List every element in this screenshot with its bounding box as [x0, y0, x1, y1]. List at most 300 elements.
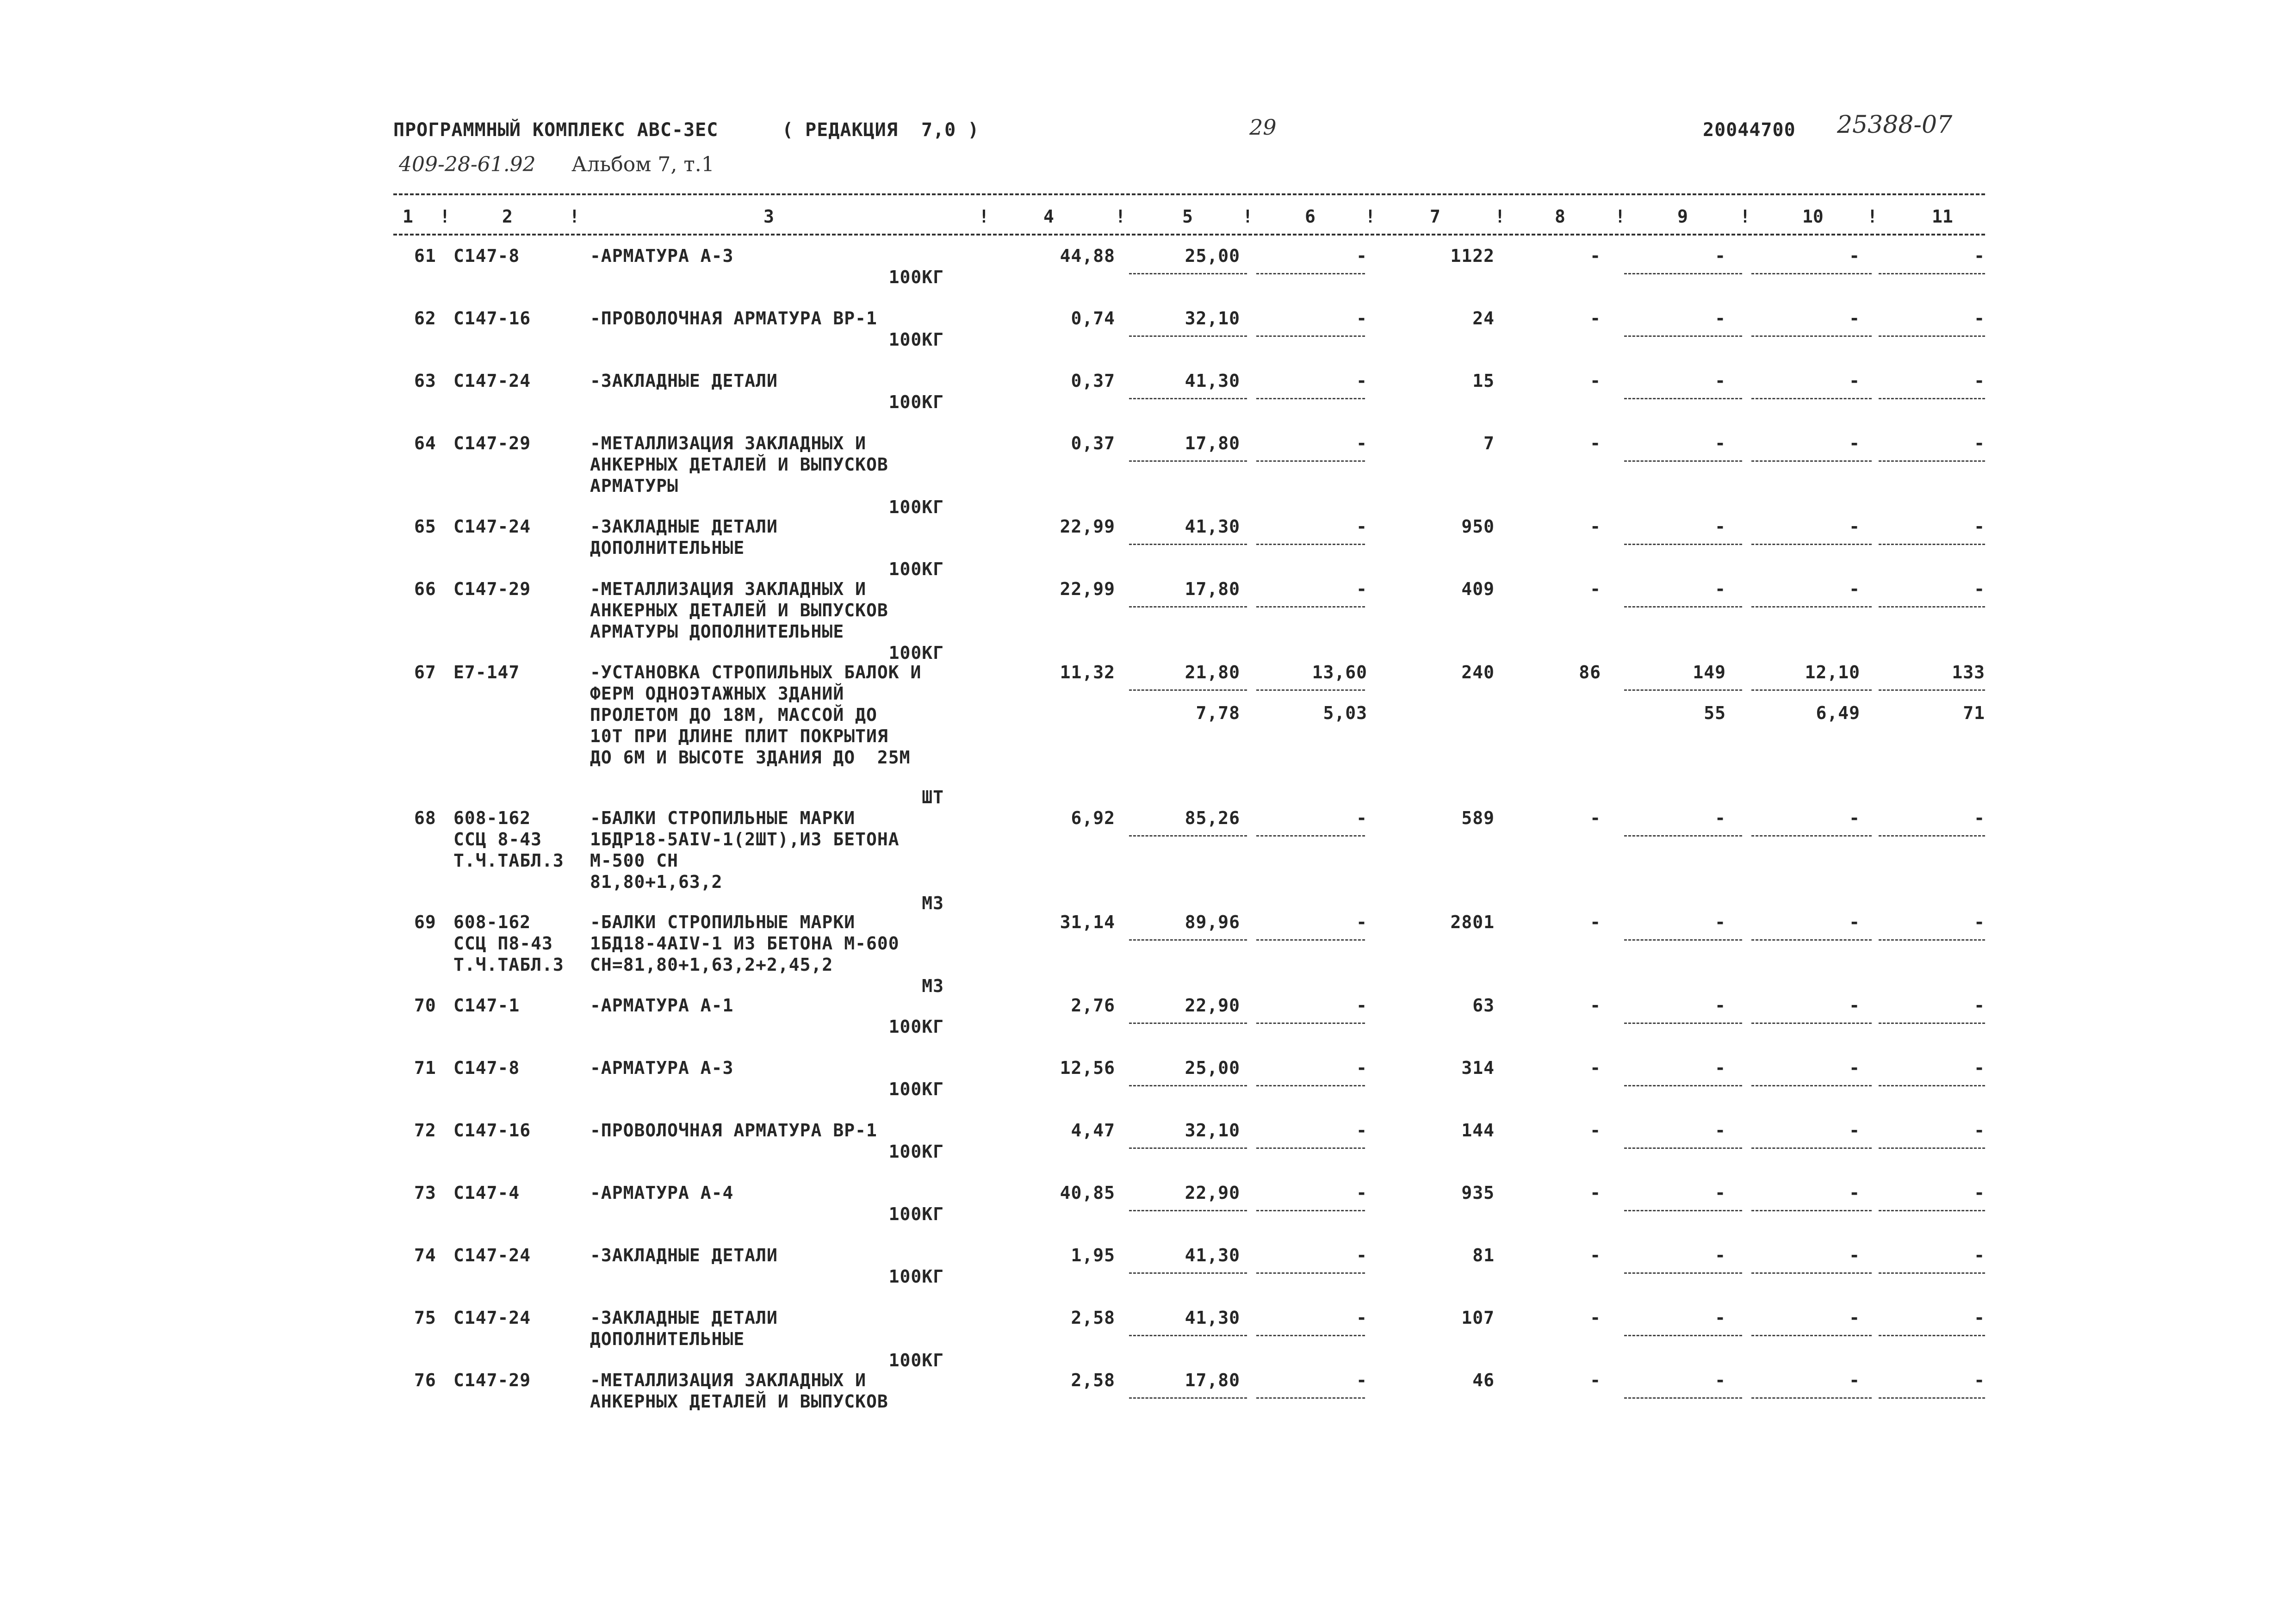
norm-code: С147-29	[453, 1370, 531, 1390]
unit-of-measure: 100КГ	[888, 1079, 944, 1099]
wages-cell: -	[1590, 308, 1601, 329]
wages-cell: -	[1590, 1058, 1601, 1078]
machine-cost-cell: -	[1356, 912, 1367, 932]
machine-cost-cell: -	[1356, 1308, 1367, 1328]
row-number: 66	[414, 579, 436, 599]
machine-cost-cell: -	[1356, 808, 1367, 828]
cell-rule	[1256, 689, 1365, 691]
cell-rule	[1624, 335, 1742, 337]
norm-code: ССЦ 8-43	[453, 829, 542, 849]
cell-rule	[1129, 273, 1247, 274]
cell-rule	[1624, 1335, 1742, 1336]
cell-rule	[1879, 1272, 1985, 1274]
labor-total-sub-cell: 71	[1963, 703, 1985, 723]
cell-rule	[1256, 1147, 1365, 1149]
labor-rate-cell: -	[1849, 1245, 1860, 1265]
norm-code: 608-162	[453, 808, 531, 828]
unit-of-measure: 100КГ	[888, 1141, 944, 1162]
column-header-8: 8	[1555, 206, 1565, 227]
labor-total-cell: -	[1974, 308, 1985, 329]
labor-rate-cell: -	[1849, 371, 1860, 391]
work-description: -ЗАКЛАДНЫЕ ДЕТАЛИ	[590, 516, 778, 537]
wages-cell: 86	[1579, 662, 1601, 682]
work-description: ФЕРМ ОДНОЭТАЖНЫХ ЗДАНИЙ	[590, 683, 844, 704]
machine-cost-cell: -	[1356, 1120, 1367, 1141]
machine-cost-cell: -	[1356, 246, 1367, 266]
labor-total-cell: -	[1974, 912, 1985, 932]
cell-rule	[1129, 939, 1247, 941]
column-header-7: 7	[1430, 206, 1440, 227]
work-description: АРМАТУРЫ ДОПОЛНИТЕЛЬНЫЕ	[590, 621, 844, 642]
wages-cell: -	[1590, 1245, 1601, 1265]
unit-of-measure: 100КГ	[888, 329, 944, 350]
cell-rule	[1624, 835, 1742, 837]
labor-cell: -	[1715, 1058, 1726, 1078]
work-description: -ЗАКЛАДНЫЕ ДЕТАЛИ	[590, 371, 778, 391]
wages-cell: -	[1590, 516, 1601, 537]
cell-rule	[1256, 1272, 1365, 1274]
document-number: 25388-07	[1837, 111, 1953, 139]
column-separator: !	[1867, 206, 1878, 227]
labor-cell: -	[1715, 246, 1726, 266]
cell-rule	[1624, 398, 1742, 399]
norm-code: Т.Ч.ТАБЛ.3	[453, 850, 564, 871]
unit-cost-cell: 32,10	[1185, 1120, 1240, 1141]
unit-cost-wages-cell: 7,78	[1196, 703, 1240, 723]
row-number: 72	[414, 1120, 436, 1141]
unit-cost-cell: 17,80	[1185, 579, 1240, 599]
total-cost-cell: 107	[1461, 1308, 1495, 1328]
work-description: -АРМАТУРА А-1	[590, 995, 734, 1016]
total-cost-cell: 240	[1461, 662, 1495, 682]
cell-rule	[1879, 1210, 1985, 1211]
album-label: Альбом 7, т.1	[571, 153, 714, 176]
total-cost-cell: 950	[1461, 516, 1495, 537]
cell-rule	[1624, 273, 1742, 274]
norm-code: С147-8	[453, 1058, 520, 1078]
cell-rule	[1751, 1147, 1872, 1149]
wages-cell: -	[1590, 912, 1601, 932]
wages-cell: -	[1590, 433, 1601, 453]
wages-cell: -	[1590, 1370, 1601, 1390]
norm-code: С147-4	[453, 1183, 520, 1203]
total-cost-cell: 409	[1461, 579, 1495, 599]
labor-cell: -	[1715, 371, 1726, 391]
wages-cell: -	[1590, 371, 1601, 391]
row-number: 63	[414, 371, 436, 391]
quantity-cell: 40,85	[1060, 1183, 1115, 1203]
cell-rule	[1624, 606, 1742, 608]
labor-total-cell: -	[1974, 371, 1985, 391]
total-cost-cell: 24	[1472, 308, 1495, 329]
norm-code: 608-162	[453, 912, 531, 932]
unit-of-measure: 100КГ	[888, 1350, 944, 1370]
wages-cell: -	[1590, 1120, 1601, 1141]
unit-cost-cell: 41,30	[1185, 371, 1240, 391]
cell-rule	[1256, 1210, 1365, 1211]
cell-rule	[1879, 939, 1985, 941]
unit-of-measure: 100КГ	[888, 1266, 944, 1287]
unit-of-measure: 100КГ	[888, 497, 944, 517]
labor-rate-cell: -	[1849, 516, 1860, 537]
norm-code: С147-16	[453, 1120, 531, 1141]
labor-total-cell: -	[1974, 1370, 1985, 1390]
labor-total-cell: -	[1974, 516, 1985, 537]
cell-rule	[1751, 1335, 1872, 1336]
cell-rule	[1256, 1085, 1365, 1086]
cell-rule	[1256, 606, 1365, 608]
labor-total-cell: -	[1974, 433, 1985, 453]
cell-rule	[1751, 939, 1872, 941]
norm-code: С147-24	[453, 1308, 531, 1328]
quantity-cell: 44,88	[1060, 246, 1115, 266]
column-separator: !	[1615, 206, 1626, 227]
labor-cell: -	[1715, 579, 1726, 599]
machine-cost-cell: -	[1356, 516, 1367, 537]
quantity-cell: 2,58	[1071, 1308, 1115, 1328]
work-description: 1БД18-4АIV-1 ИЗ БЕТОНА М-600	[590, 933, 900, 954]
row-number: 74	[414, 1245, 436, 1265]
wages-cell: -	[1590, 246, 1601, 266]
unit-of-measure: 100КГ	[888, 643, 944, 663]
cell-rule	[1879, 1147, 1985, 1149]
labor-rate-cell: -	[1849, 912, 1860, 932]
header-top-rule	[393, 193, 1985, 195]
total-cost-cell: 935	[1461, 1183, 1495, 1203]
cell-rule	[1256, 1023, 1365, 1024]
work-description: ДОПОЛНИТЕЛЬНЫЕ	[590, 1329, 745, 1349]
unit-cost-cell: 17,80	[1185, 1370, 1240, 1390]
column-separator: !	[1365, 206, 1376, 227]
labor-total-cell: -	[1974, 808, 1985, 828]
cell-rule	[1624, 544, 1742, 545]
labor-total-cell: -	[1974, 246, 1985, 266]
cell-rule	[1129, 1397, 1247, 1399]
total-cost-cell: 15	[1472, 371, 1495, 391]
unit-of-measure: М3	[922, 893, 944, 913]
cell-rule	[1256, 544, 1365, 545]
labor-rate-cell: -	[1849, 433, 1860, 453]
total-cost-cell: 81	[1472, 1245, 1495, 1265]
column-separator: !	[979, 206, 989, 227]
norm-code: С147-29	[453, 579, 531, 599]
program-name: ПРОГРАММНЫЙ КОМПЛЕКС АВС-ЗЕС	[393, 119, 719, 141]
quantity-cell: 31,14	[1060, 912, 1115, 932]
cell-rule	[1751, 1272, 1872, 1274]
cell-rule	[1879, 398, 1985, 399]
work-description: -ЗАКЛАДНЫЕ ДЕТАЛИ	[590, 1308, 778, 1328]
total-cost-cell: 589	[1461, 808, 1495, 828]
cell-rule	[1129, 460, 1247, 462]
unit-cost-cell: 32,10	[1185, 308, 1240, 329]
cell-rule	[1256, 1335, 1365, 1336]
labor-sub-cell: 55	[1704, 703, 1726, 723]
cell-rule	[1751, 335, 1872, 337]
labor-total-cell: -	[1974, 1120, 1985, 1141]
norm-code: Т.Ч.ТАБЛ.3	[453, 955, 564, 975]
quantity-cell: 6,92	[1071, 808, 1115, 828]
edition-label: ( РЕДАКЦИЯ 7,0 )	[782, 119, 980, 141]
norm-code: С147-16	[453, 308, 531, 329]
row-number: 67	[414, 662, 436, 682]
work-description: -МЕТАЛЛИЗАЦИЯ ЗАКЛАДНЫХ И	[590, 1370, 866, 1390]
row-number: 73	[414, 1183, 436, 1203]
cell-rule	[1624, 1272, 1742, 1274]
program-code: 20044700	[1703, 119, 1796, 141]
labor-rate-cell: -	[1849, 1120, 1860, 1141]
cell-rule	[1256, 273, 1365, 274]
row-number: 76	[414, 1370, 436, 1390]
labor-total-cell: -	[1974, 1183, 1985, 1203]
work-description: -АРМАТУРА А-3	[590, 1058, 734, 1078]
labor-cell: -	[1715, 808, 1726, 828]
labor-cell: -	[1715, 1370, 1726, 1390]
cell-rule	[1751, 273, 1872, 274]
column-header-3: 3	[763, 206, 774, 227]
labor-cell: -	[1715, 1245, 1726, 1265]
work-description: ДО 6М И ВЫСОТЕ ЗДАНИЯ ДО 25М	[590, 747, 911, 768]
labor-cell: -	[1715, 1308, 1726, 1328]
cell-rule	[1879, 606, 1985, 608]
quantity-cell: 11,32	[1060, 662, 1115, 682]
unit-of-measure: 100КГ	[888, 267, 944, 287]
cell-rule	[1624, 939, 1742, 941]
page-number: 29	[1249, 115, 1277, 140]
labor-rate-cell: -	[1849, 995, 1860, 1016]
machine-cost-cell: 13,60	[1312, 662, 1367, 682]
quantity-cell: 0,74	[1071, 308, 1115, 329]
labor-cell: -	[1715, 516, 1726, 537]
wages-cell: -	[1590, 808, 1601, 828]
total-cost-cell: 7	[1483, 433, 1495, 453]
cell-rule	[1751, 460, 1872, 462]
quantity-cell: 22,99	[1060, 579, 1115, 599]
cell-rule	[1256, 1397, 1365, 1399]
unit-cost-cell: 41,30	[1185, 1245, 1240, 1265]
labor-total-cell: -	[1974, 995, 1985, 1016]
work-description: -МЕТАЛЛИЗАЦИЯ ЗАКЛАДНЫХ И	[590, 579, 866, 599]
norm-code: ССЦ П8-43	[453, 933, 553, 954]
unit-of-measure: М3	[922, 976, 944, 996]
column-separator: !	[1242, 206, 1253, 227]
quantity-cell: 2,58	[1071, 1370, 1115, 1390]
cell-rule	[1129, 689, 1247, 691]
machine-cost-cell: -	[1356, 308, 1367, 329]
column-header-5: 5	[1182, 206, 1193, 227]
column-separator: !	[1115, 206, 1126, 227]
machine-cost-cell: -	[1356, 371, 1367, 391]
unit-cost-cell: 25,00	[1185, 246, 1240, 266]
total-cost-cell: 2801	[1450, 912, 1495, 932]
labor-cell: -	[1715, 433, 1726, 453]
unit-of-measure: 100КГ	[888, 1204, 944, 1224]
cell-rule	[1879, 835, 1985, 837]
labor-total-cell: -	[1974, 1308, 1985, 1328]
labor-cell: -	[1715, 912, 1726, 932]
machine-cost-cell: -	[1356, 433, 1367, 453]
row-number: 70	[414, 995, 436, 1016]
unit-cost-cell: 85,26	[1185, 808, 1240, 828]
cell-rule	[1751, 1023, 1872, 1024]
labor-rate-cell: -	[1849, 308, 1860, 329]
wages-cell: -	[1590, 995, 1601, 1016]
cell-rule	[1256, 835, 1365, 837]
cell-rule	[1624, 689, 1742, 691]
machine-wages-cell: 5,03	[1323, 703, 1367, 723]
cell-rule	[1129, 1335, 1247, 1336]
labor-rate-sub-cell: 6,49	[1816, 703, 1860, 723]
machine-cost-cell: -	[1356, 579, 1367, 599]
norm-code: С147-24	[453, 516, 531, 537]
labor-total-cell: -	[1974, 1245, 1985, 1265]
cell-rule	[1879, 1397, 1985, 1399]
machine-cost-cell: -	[1356, 1058, 1367, 1078]
album-code: 409-28-61.92	[399, 153, 536, 176]
column-header-11: 11	[1932, 206, 1953, 227]
cell-rule	[1129, 835, 1247, 837]
labor-rate-cell: -	[1849, 808, 1860, 828]
column-header-2: 2	[502, 206, 513, 227]
quantity-cell: 0,37	[1071, 433, 1115, 453]
column-separator: !	[1740, 206, 1750, 227]
labor-cell: -	[1715, 1183, 1726, 1203]
unit-cost-cell: 25,00	[1185, 1058, 1240, 1078]
labor-total-cell: -	[1974, 579, 1985, 599]
cell-rule	[1624, 1085, 1742, 1086]
row-number: 75	[414, 1308, 436, 1328]
work-description: 1БДР18-5АIV-1(2ШТ),ИЗ БЕТОНА	[590, 829, 900, 849]
total-cost-cell: 46	[1472, 1370, 1495, 1390]
labor-rate-cell: -	[1849, 1308, 1860, 1328]
quantity-cell: 1,95	[1071, 1245, 1115, 1265]
norm-code: С147-24	[453, 371, 531, 391]
cell-rule	[1129, 1147, 1247, 1149]
work-description: 10Т ПРИ ДЛИНЕ ПЛИТ ПОКРЫТИЯ	[590, 726, 888, 746]
work-description: -БАЛКИ СТРОПИЛЬНЫЕ МАРКИ	[590, 808, 856, 828]
cell-rule	[1129, 1210, 1247, 1211]
row-number: 68	[414, 808, 436, 828]
work-description: -АРМАТУРА А-3	[590, 246, 734, 266]
cell-rule	[1879, 1335, 1985, 1336]
column-separator: !	[440, 206, 450, 227]
cell-rule	[1751, 544, 1872, 545]
machine-cost-cell: -	[1356, 1183, 1367, 1203]
cell-rule	[1879, 335, 1985, 337]
labor-rate-cell: -	[1849, 579, 1860, 599]
labor-cell: -	[1715, 995, 1726, 1016]
cell-rule	[1129, 606, 1247, 608]
unit-of-measure: 100КГ	[888, 392, 944, 412]
quantity-cell: 4,47	[1071, 1120, 1115, 1141]
work-description: -АРМАТУРА А-4	[590, 1183, 734, 1203]
cell-rule	[1879, 544, 1985, 545]
cell-rule	[1256, 939, 1365, 941]
cell-rule	[1256, 398, 1365, 399]
cell-rule	[1624, 1397, 1742, 1399]
machine-cost-cell: -	[1356, 1245, 1367, 1265]
labor-rate-cell: 12,10	[1805, 662, 1860, 682]
cell-rule	[1624, 460, 1742, 462]
wages-cell: -	[1590, 579, 1601, 599]
work-description: ДОПОЛНИТЕЛЬНЫЕ	[590, 538, 745, 558]
work-description: М-500 СН	[590, 850, 679, 871]
labor-rate-cell: -	[1849, 1370, 1860, 1390]
work-description: -ПРОВОЛОЧНАЯ АРМАТУРА ВР-1	[590, 1120, 877, 1141]
cell-rule	[1879, 689, 1985, 691]
row-number: 64	[414, 433, 436, 453]
cell-rule	[1256, 460, 1365, 462]
work-description: СН=81,80+1,63,2+2,45,2	[590, 955, 833, 975]
labor-rate-cell: -	[1849, 1183, 1860, 1203]
labor-cell: 149	[1693, 662, 1726, 682]
cell-rule	[1751, 398, 1872, 399]
work-description: -БАЛКИ СТРОПИЛЬНЫЕ МАРКИ	[590, 912, 856, 932]
machine-cost-cell: -	[1356, 1370, 1367, 1390]
column-header-9: 9	[1677, 206, 1688, 227]
cell-rule	[1751, 606, 1872, 608]
work-description: 81,80+1,63,2	[590, 872, 723, 892]
row-number: 71	[414, 1058, 436, 1078]
row-number: 65	[414, 516, 436, 537]
unit-cost-cell: 89,96	[1185, 912, 1240, 932]
row-number: 61	[414, 246, 436, 266]
cell-rule	[1624, 1147, 1742, 1149]
work-description: -ЗАКЛАДНЫЕ ДЕТАЛИ	[590, 1245, 778, 1265]
norm-code: Е7-147	[453, 662, 520, 682]
work-description: ПРОЛЕТОМ ДО 18М, МАССОЙ ДО	[590, 705, 877, 725]
cell-rule	[1129, 1023, 1247, 1024]
work-description: АНКЕРНЫХ ДЕТАЛЕЙ И ВЫПУСКОВ	[590, 600, 888, 620]
row-number: 69	[414, 912, 436, 932]
unit-cost-cell: 41,30	[1185, 1308, 1240, 1328]
total-cost-cell: 63	[1472, 995, 1495, 1016]
row-number: 62	[414, 308, 436, 329]
norm-code: С147-29	[453, 433, 531, 453]
work-description: -МЕТАЛЛИЗАЦИЯ ЗАКЛАДНЫХ И	[590, 433, 866, 453]
work-description: АРМАТУРЫ	[590, 476, 679, 496]
cell-rule	[1751, 835, 1872, 837]
header-bottom-rule	[393, 234, 1985, 236]
column-header-4: 4	[1043, 206, 1054, 227]
labor-cell: -	[1715, 1120, 1726, 1141]
machine-cost-cell: -	[1356, 995, 1367, 1016]
work-description: -ПРОВОЛОЧНАЯ АРМАТУРА ВР-1	[590, 308, 877, 329]
column-separator: !	[1495, 206, 1505, 227]
cell-rule	[1751, 1085, 1872, 1086]
cell-rule	[1129, 1085, 1247, 1086]
cell-rule	[1129, 335, 1247, 337]
column-header-10: 10	[1802, 206, 1824, 227]
cell-rule	[1879, 1023, 1985, 1024]
column-separator: !	[569, 206, 580, 227]
cell-rule	[1879, 273, 1985, 274]
unit-of-measure: 100КГ	[888, 1017, 944, 1037]
total-cost-cell: 314	[1461, 1058, 1495, 1078]
column-header-6: 6	[1305, 206, 1316, 227]
cell-rule	[1129, 1272, 1247, 1274]
unit-cost-cell: 17,80	[1185, 433, 1240, 453]
cell-rule	[1624, 1210, 1742, 1211]
total-cost-cell: 144	[1461, 1120, 1495, 1141]
cell-rule	[1129, 544, 1247, 545]
cell-rule	[1879, 1085, 1985, 1086]
labor-total-cell: 133	[1952, 662, 1985, 682]
unit-cost-cell: 22,90	[1185, 995, 1240, 1016]
quantity-cell: 22,99	[1060, 516, 1115, 537]
cell-rule	[1129, 398, 1247, 399]
unit-of-measure: 100КГ	[888, 559, 944, 579]
labor-cell: -	[1715, 308, 1726, 329]
